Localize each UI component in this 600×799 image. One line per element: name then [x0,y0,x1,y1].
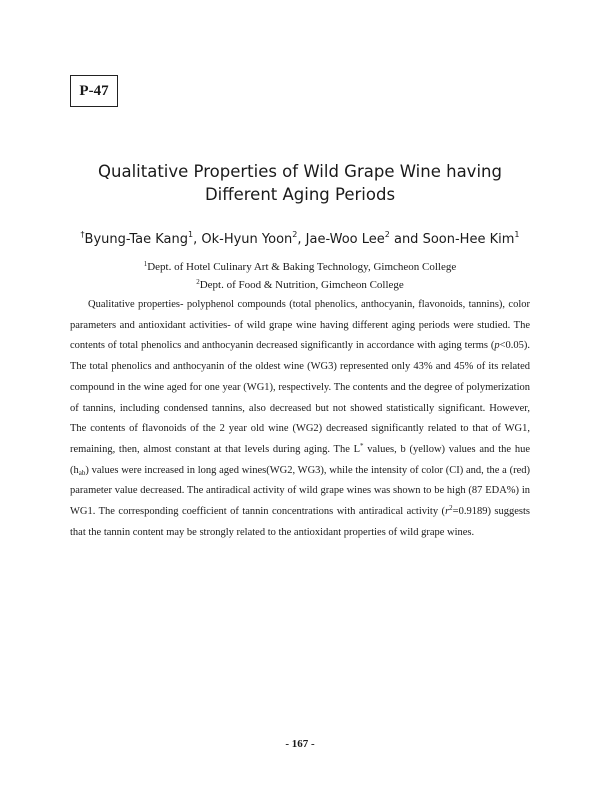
abstract-text: Qualitative properties- polyphenol compounds (total phenolics, anthocyanin, flavonoids, tannins), color parameters and antioxidant activities- of wild grape wine having different aging periods were studied. The contents of total phenolics and anthocyanin decreased significantly in accordance with aging terms ( [70,299,530,352]
paper-title [0,160,600,206]
abstract-text: ) values were increased in long aged wines(WG2, WG3), while the intensity of color (CI) and, the a (red) parameter value decreased. The antiradical activity of wild grape wines was shown to be high (87 EDA%) in WG1. The corresponding coefficient of tannin concentrations with antiradical activity ( [70,464,530,518]
abstract-paragraph [70,295,530,543]
author-2-affil-mark: 2 [292,230,298,239]
abstract-text: =0.9189) suggests that the tannin content may be strongly related to the antioxidant properties of wild grape wines. [70,506,530,538]
hue-subscript: ab [78,468,86,477]
author-separator: , [297,232,306,247]
affiliation-2-text: Dept. of Food & Nutrition, Gimcheon College [199,279,404,291]
affiliation-1-mark: 1 [143,260,148,268]
author-1: Byung-Tae Kang [84,232,189,247]
author-2: Ok-Hyun Yoon [201,232,293,247]
author-3-affil-mark: 2 [384,230,390,239]
affiliation-list [0,257,600,293]
author-separator: and [389,232,423,247]
affiliation-1-text: Dept. of Hotel Culinary Art & Baking Technology, Gimcheon College [147,261,457,273]
author-3: Jae-Woo Lee [305,232,385,247]
abstract-text: values, b (yellow) values and the hue (h [70,443,530,476]
paper-title-line-2: Different Aging Periods [204,185,396,204]
r-squared-superscript: 2 [449,504,453,513]
paper-title-line-1: Qualitative Properties of Wild Grape Wine having [98,162,502,181]
author-list [0,230,600,247]
author-4: Soon-Hee Kim [422,232,515,247]
l-star-superscript: * [360,441,364,450]
poster-number-badge: P-47 [70,75,118,107]
affiliation-2 [0,275,600,293]
author-1-affil-mark: 1 [188,230,194,239]
p-value-symbol: p [494,340,500,352]
author-separator: , [193,232,202,247]
affiliation-2-mark: 2 [196,278,200,286]
affiliation-1 [0,257,600,275]
page-number: - 167 - [285,738,315,750]
abstract-text: <0.05). The total phenolics and anthocyanin of the oldest wine (WG3) represented only 43% and 45% of its related compound in the wine aged for one year (WG1), respectively. The contents and the degree of polymerization of tannins, including condensed tannins, also decreased but not showed statistically significant. However, The contents of flavonoids of the 2 year old wine (WG2) decreased significantly related to that of WG1, remaining, then, almost constant at that levels during aging. The L [70,340,530,455]
r-symbol: r [445,506,450,518]
author-4-affil-mark: 1 [514,230,520,239]
corresponding-author-mark: † [80,230,85,239]
